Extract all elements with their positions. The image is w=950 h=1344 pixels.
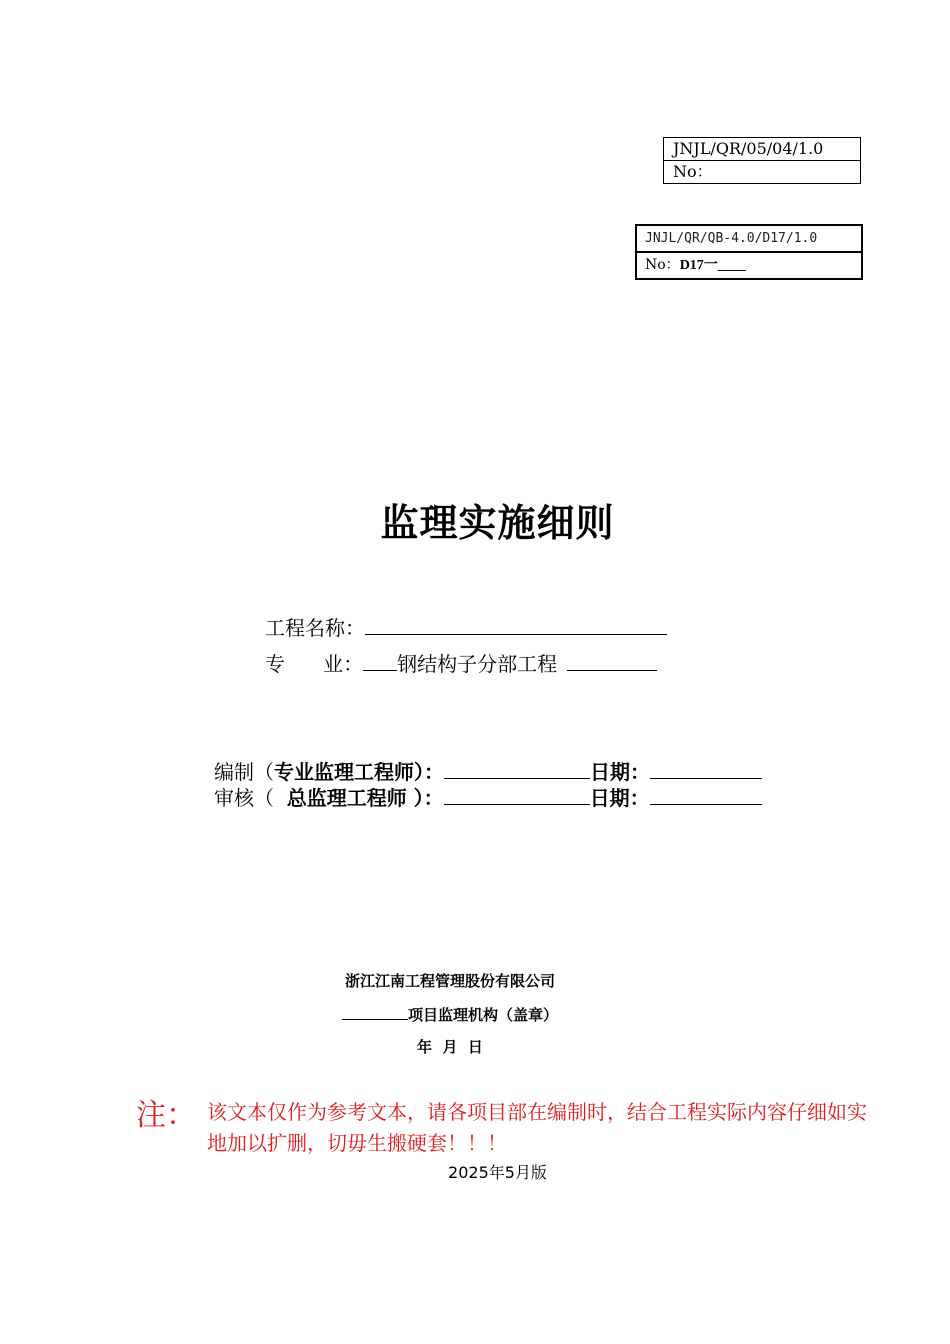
project-name-blank	[365, 614, 667, 635]
note-text: 该文本仅作为参考文本，请各项目部在编制时，结合工程实际内容仔细如实地加以扩删，切毋生搬硬套！！！	[207, 1100, 867, 1155]
review-role: 总监理工程师 ）：	[286, 786, 444, 810]
form-number-value: D17一____	[679, 258, 746, 273]
major-blank-right	[567, 650, 657, 671]
compile-signature-row	[214, 756, 762, 785]
company-name: 浙江江南工程管理股份有限公司	[344, 972, 555, 990]
review-date-blank	[650, 784, 762, 805]
review-date-label: 日期：	[589, 786, 650, 810]
project-dept-label: 项目监理机构（盖章）	[407, 1006, 558, 1024]
compile-signature-blank	[444, 758, 590, 779]
compile-date-label: 日期：	[590, 760, 650, 784]
form-code-box	[635, 224, 863, 280]
review-signature-blank	[444, 784, 590, 805]
page-title: 监理实施细则	[380, 501, 615, 545]
project-dept-line	[0, 1003, 900, 1025]
review-label: 审核（	[214, 786, 287, 810]
form-number-row	[637, 251, 861, 278]
version-label: 2025年5月版	[448, 1163, 547, 1182]
compile-date-blank	[650, 758, 762, 779]
major-blank-left	[363, 650, 397, 671]
seal-date-line: 年 月 日	[417, 1038, 483, 1056]
project-dept-blank	[342, 1003, 408, 1020]
major-label: 专 业：	[265, 652, 364, 676]
note-mark: 注：	[136, 1098, 196, 1133]
document-number-label: No：	[664, 160, 860, 183]
project-name-label: 工程名称：	[265, 616, 365, 640]
project-name-field	[265, 612, 667, 641]
major-value: 钢结构子分部工程	[397, 652, 558, 676]
major-field	[265, 648, 657, 677]
form-code: JNJL/QR/QB-4.0/D17/1.0	[645, 231, 818, 246]
document-code-box	[663, 137, 861, 184]
compile-label: 编制（	[214, 760, 274, 784]
review-signature-row	[214, 782, 762, 811]
document-code: JNJL/QR/05/04/1.0	[673, 139, 824, 158]
compile-role: 专业监理工程师）：	[274, 760, 444, 784]
form-number-label: No：	[645, 257, 680, 273]
